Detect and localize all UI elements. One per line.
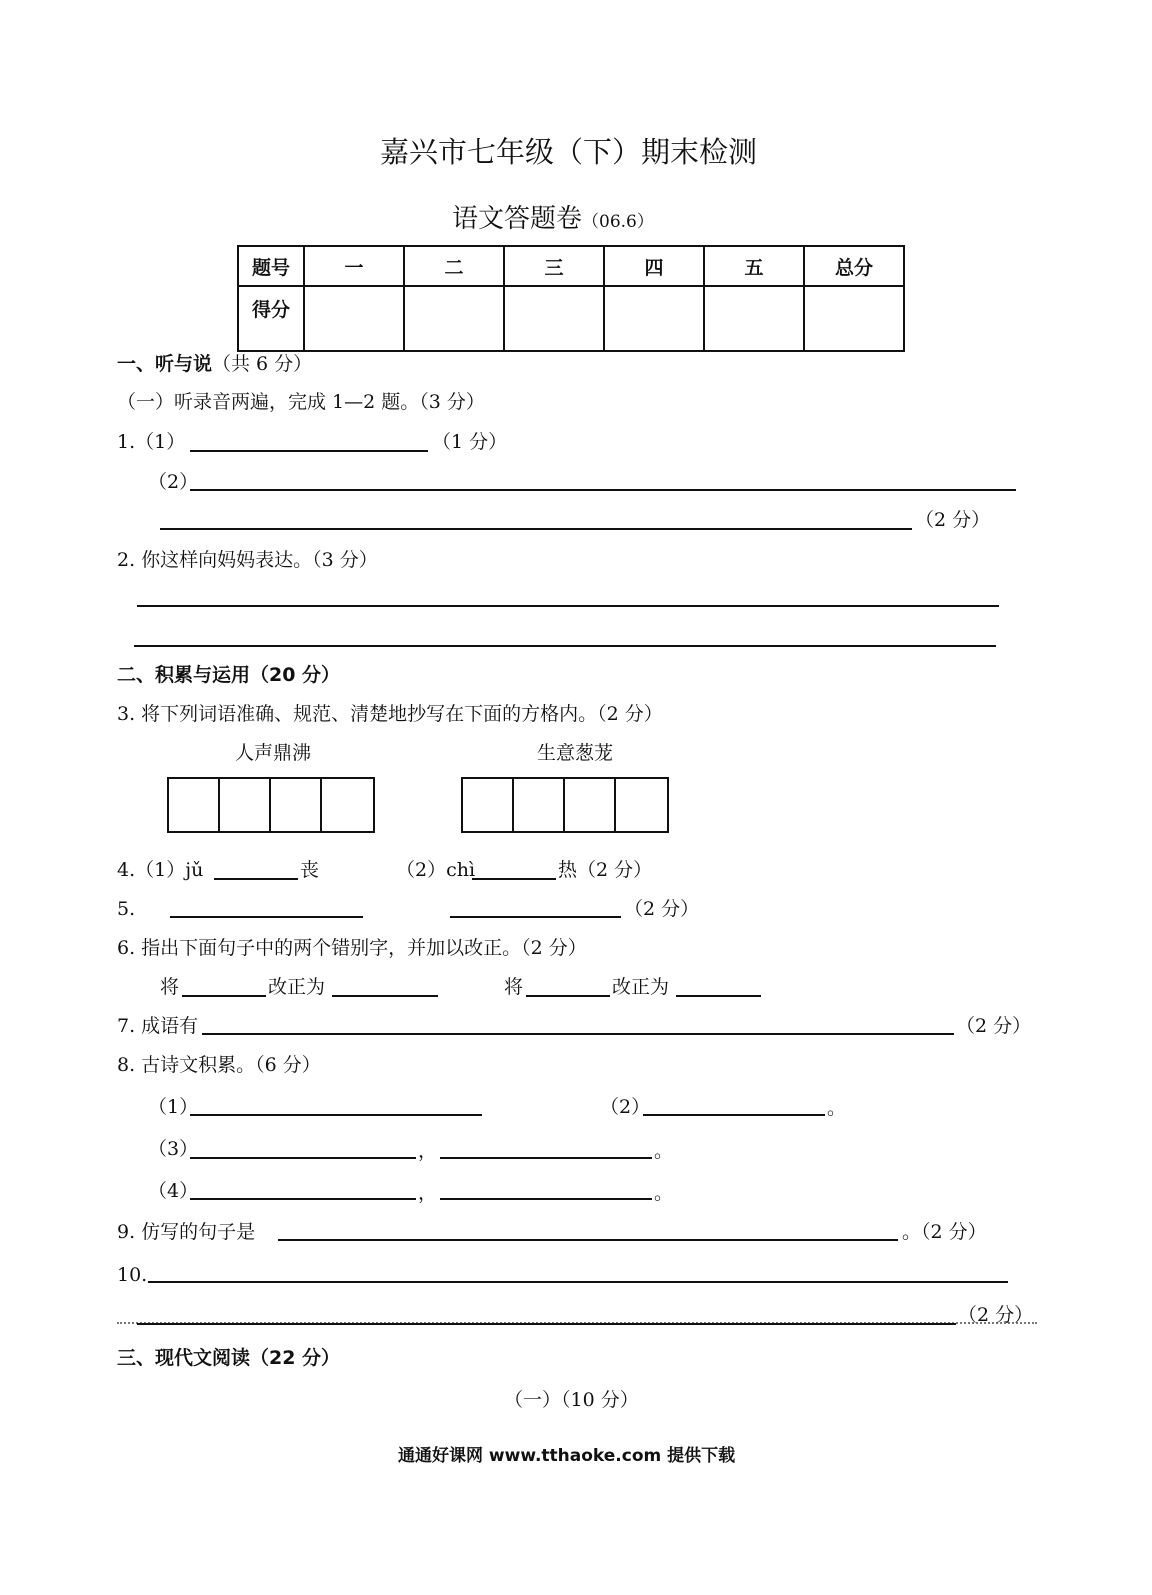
q6-correct-2-line[interactable] [676, 995, 761, 997]
grid-cell[interactable] [169, 779, 220, 831]
q6-wrong-1-line[interactable] [182, 995, 266, 997]
q6-jiang-2: 将 [504, 976, 524, 998]
q4-part2-label: （2）chì [396, 859, 476, 881]
q4-part1-answer-line[interactable] [214, 878, 298, 880]
writing-grid-2 [461, 777, 669, 833]
footer-credit: 通通好课网 www.tthaoke.com 提供下载 [398, 1446, 736, 1466]
grid-cell[interactable] [514, 779, 565, 831]
q1-2-answer-line-2[interactable] [160, 528, 912, 530]
q5-label: 5. [117, 898, 136, 920]
q3-word2: 生意葱茏 [537, 742, 614, 764]
score-table-score-row [238, 286, 904, 351]
q8-4-answer-line-2[interactable] [440, 1198, 652, 1200]
q8-2-answer-line[interactable] [643, 1114, 825, 1116]
q8-2-period: 。 [827, 1097, 847, 1119]
grid-cell[interactable] [565, 779, 616, 831]
subtitle-date: （06.6） [582, 212, 654, 232]
q8-2-label: （2） [600, 1096, 651, 1118]
score-header-cell: 一 [304, 246, 404, 286]
q8-3-period: 。 [654, 1140, 674, 1162]
subtitle-text: 语文答题卷 [452, 204, 583, 234]
grid-cell[interactable] [463, 779, 514, 831]
score-cell[interactable] [404, 286, 504, 351]
q5-answer-line-2[interactable] [450, 916, 621, 918]
score-cell[interactable] [604, 286, 704, 351]
q2-answer-line-2[interactable] [134, 645, 996, 647]
q3-label: 3. 将下列词语准确、规范、清楚地抄写在下面的方格内。（2 分） [117, 703, 663, 725]
q8-3-comma: ， [418, 1140, 438, 1162]
q9-label: 9. 仿写的句子是 [117, 1221, 256, 1243]
q1-2-points: （2 分） [915, 509, 991, 531]
q4-part2-answer-line[interactable] [472, 878, 556, 880]
q2-answer-line[interactable] [137, 605, 999, 607]
q1-1-points: （1 分） [432, 431, 508, 453]
section1-points: （共 6 分） [212, 353, 313, 375]
score-cell[interactable] [704, 286, 804, 351]
score-cell[interactable] [804, 286, 904, 351]
q6-label: 6. 指出下面句子中的两个错别字，并加以改正。（2 分） [117, 937, 587, 959]
grid-cell[interactable] [271, 779, 322, 831]
grid-cell[interactable] [220, 779, 271, 831]
q4-part1-end: 丧 [300, 859, 320, 881]
q4-part2-end: 热（2 分） [558, 859, 653, 881]
q5-points: （2 分） [624, 898, 700, 920]
score-table-header-row [238, 246, 904, 286]
q8-3-label: （3） [148, 1138, 199, 1160]
score-row-label: 得分 [238, 286, 304, 351]
q6-gai-1: 改正为 [268, 976, 326, 998]
q8-label: 8. 古诗文积累。（6 分） [117, 1054, 321, 1076]
page-title: 嘉兴市七年级（下）期末检测 [380, 135, 758, 169]
q5-answer-line-1[interactable] [170, 916, 363, 918]
q8-1-label: （1） [148, 1096, 199, 1118]
q10-points: （2 分） [958, 1304, 1034, 1326]
score-table [237, 245, 905, 352]
score-header-cell: 题号 [238, 246, 304, 286]
q6-wrong-2-line[interactable] [526, 995, 610, 997]
q2-label: 2. 你这样向妈妈表达。（3 分） [117, 549, 378, 571]
grid-cell[interactable] [616, 779, 667, 831]
q3-word1: 人声鼎沸 [235, 742, 312, 764]
q8-4-comma: ， [418, 1182, 438, 1204]
q8-3-answer-line-1[interactable] [190, 1157, 416, 1159]
q9-answer-line[interactable] [278, 1239, 898, 1241]
score-header-cell: 三 [504, 246, 604, 286]
q1-2-answer-line[interactable] [190, 489, 1016, 491]
q10-answer-line-2[interactable] [137, 1323, 956, 1325]
q1-1-answer-line[interactable] [190, 450, 428, 452]
q1-label: 1.（1） [117, 431, 186, 453]
q8-4-answer-line-1[interactable] [190, 1198, 416, 1200]
score-cell[interactable] [304, 286, 404, 351]
q8-4-period: 。 [654, 1182, 674, 1204]
q6-jiang-1: 将 [160, 976, 180, 998]
q8-3-answer-line-2[interactable] [440, 1157, 652, 1159]
section2-heading: 二、积累与运用（20 分） [117, 664, 341, 686]
writing-grid-1 [167, 777, 375, 833]
q7-label: 7. 成语有 [117, 1015, 199, 1037]
score-header-cell: 五 [704, 246, 804, 286]
section1-subheading: （一）听录音两遍，完成 1—2 题。（3 分） [117, 391, 485, 413]
section3-heading: 三、现代文阅读（22 分） [117, 1347, 341, 1369]
q10-label: 10. [117, 1264, 148, 1286]
q8-4-label: （4） [148, 1180, 199, 1202]
q8-1-answer-line[interactable] [190, 1114, 482, 1116]
page-subtitle [452, 198, 654, 235]
q9-points: 。（2 分） [902, 1221, 987, 1243]
score-header-cell: 总分 [804, 246, 904, 286]
q6-correct-1-line[interactable] [332, 995, 438, 997]
q7-answer-line[interactable] [202, 1033, 954, 1035]
section3-part1: （一）（10 分） [504, 1389, 639, 1411]
grid-cell[interactable] [322, 779, 373, 831]
q1-2-label: （2） [148, 471, 199, 493]
section1-title: 一、听与说 [117, 353, 213, 375]
q7-points: （2 分） [956, 1015, 1032, 1037]
q10-answer-line[interactable] [148, 1281, 1008, 1283]
q6-gai-2: 改正为 [612, 976, 670, 998]
section1-heading [117, 353, 312, 375]
q4-part1-label: 4.（1）jǔ [117, 859, 204, 881]
score-header-cell: 二 [404, 246, 504, 286]
score-header-cell: 四 [604, 246, 704, 286]
score-cell[interactable] [504, 286, 604, 351]
